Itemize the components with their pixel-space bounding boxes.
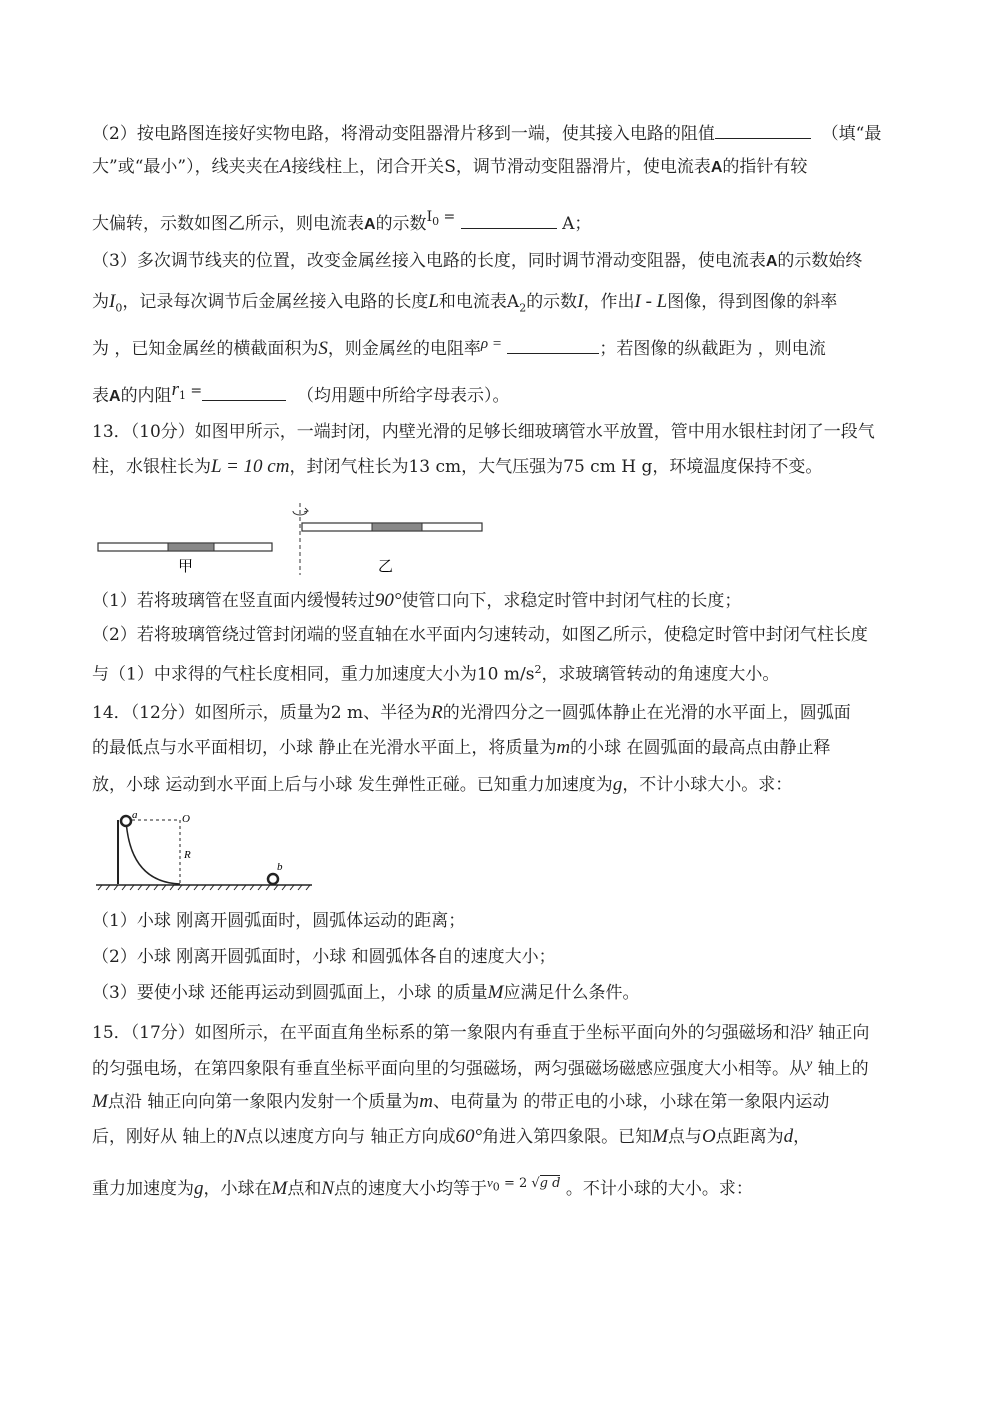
ammeter-icon: A xyxy=(765,253,778,270)
text: ，作出 xyxy=(583,292,635,312)
ground xyxy=(96,885,312,890)
q13-line2 xyxy=(92,456,822,478)
label-a: a xyxy=(132,809,138,821)
q12-part3-line2 xyxy=(92,291,837,319)
text: ，调节滑动变阻器滑片，使电流表 xyxy=(455,157,711,177)
var-y: y xyxy=(806,1057,813,1072)
q13-sub2-line1: （2）若将玻璃管绕过管封闭端的竖直轴在水平面内匀速转动，如图乙所示，使稳定时管中封闭气柱长度 xyxy=(92,625,868,645)
equals: = xyxy=(190,383,203,399)
text: 轴正向 xyxy=(818,1023,870,1043)
equals: = xyxy=(443,209,456,225)
text: 的最低点与水平面相切，小球 静止在光滑水平面上，将质量为 xyxy=(92,738,557,758)
q14-line2 xyxy=(92,737,831,759)
answer-blank xyxy=(715,122,811,139)
var-N: N xyxy=(321,1178,335,1199)
text: ， xyxy=(793,1127,811,1147)
q12-part2-line3 xyxy=(92,206,591,236)
unit: A； xyxy=(562,214,592,234)
text: 15．（17分）如图所示，在平面直角坐标系的第一象限内有垂直于坐标平面向外的匀强磁场和沿 xyxy=(92,1023,807,1043)
text: 使管口向下，求稳定时管中封闭气柱的长度； xyxy=(401,591,742,611)
var-M: M xyxy=(487,982,504,1003)
text: 点的速度大小均等于 xyxy=(334,1179,488,1199)
q14-figure xyxy=(90,808,320,893)
text: 和电流表 xyxy=(438,292,507,312)
q14-sub2: （2）小球 刚离开圆弧面时，小球 和圆弧体各自的速度大小； xyxy=(92,947,556,967)
var-I-L: I - L xyxy=(634,291,668,312)
q13-figure xyxy=(90,495,490,580)
q12-part3-line3 xyxy=(92,333,826,360)
equals-2: = 2 xyxy=(503,1176,528,1191)
q14-line3 xyxy=(92,774,792,796)
text: ，小球在 xyxy=(203,1179,272,1199)
value-90deg: 90° xyxy=(374,590,402,611)
text: 。不计小球的大小。求： xyxy=(565,1179,753,1199)
answer-blank xyxy=(461,212,557,229)
q14-sub3 xyxy=(92,982,639,1004)
text: ，环境温度保持不变。 xyxy=(652,457,823,477)
value-g: 10 m/s xyxy=(476,664,535,685)
q12-part3-line4 xyxy=(92,379,509,408)
q15-line2 xyxy=(92,1054,869,1080)
text: 接线柱上，闭合开关 xyxy=(291,157,445,177)
q15-line1 xyxy=(92,1018,869,1044)
text: （3）多次调节线夹的位置，改变金属丝接入电路的长度，同时调节滑动变阻器，使电流表 xyxy=(92,251,766,271)
text: ，封闭气柱长为 xyxy=(289,457,409,477)
q13-sub2-line2 xyxy=(92,659,779,686)
text: （填“最 xyxy=(821,124,882,144)
ball-a xyxy=(121,816,131,826)
var-N: N xyxy=(233,1126,247,1147)
q15-line3 xyxy=(92,1091,829,1113)
subscript: 0 xyxy=(492,1180,500,1194)
q14-sub1: （1）小球 刚离开圆弧面时，圆弧体运动的距离； xyxy=(92,911,466,931)
text: 的小球 在圆弧面的最高点由静止释 xyxy=(570,738,831,758)
text: 应满足什么条件。 xyxy=(503,983,640,1003)
value-13cm: 13 cm xyxy=(408,457,462,477)
value-60deg: 60° xyxy=(455,1126,483,1147)
var-d: d xyxy=(783,1126,794,1147)
text: 柱，水银柱长为 xyxy=(92,457,211,477)
q14-line1 xyxy=(92,702,851,724)
q15-line5 xyxy=(92,1172,753,1200)
var-rho: ρ = xyxy=(480,336,502,352)
text: 、半径为 xyxy=(363,703,432,723)
var-O: O xyxy=(701,1126,716,1147)
text: 与（1）中求得的气柱长度相同，重力加速度大小为 xyxy=(92,664,477,685)
answer-blank xyxy=(507,337,599,354)
text: 的示数 xyxy=(526,292,578,312)
text: （2）按电路图连接好实物电路，将滑动变阻器滑片移到一端，使其接入电路的阻值 xyxy=(92,124,715,144)
value-L: L = 10 cm xyxy=(211,456,290,477)
var-S: S xyxy=(444,157,456,177)
q12-part2-line2 xyxy=(92,156,807,179)
var-S: S xyxy=(318,338,328,359)
var-y: y xyxy=(806,1021,813,1036)
var-v0: v xyxy=(487,1175,493,1190)
label-O: O xyxy=(182,813,190,825)
text: 表 xyxy=(92,386,109,406)
text: （均用题中所给字母表示）。 xyxy=(296,386,510,406)
tube-jia xyxy=(98,543,272,551)
text: 的指针有较 xyxy=(722,157,808,177)
text: 后，刚好从 轴上的 xyxy=(92,1127,234,1147)
text: 的示数始终 xyxy=(777,251,863,271)
text: 、电荷量为 的带正电的小球，小球在第一象限内运动 xyxy=(432,1092,830,1112)
text: 的匀强电场，在第四象限有垂直坐标平面向里的匀强磁场，两匀强磁场磁感应强度大小相等。从 xyxy=(92,1059,806,1079)
text: 的示数 xyxy=(375,214,427,234)
text: 为 xyxy=(92,292,109,312)
text: 点以速度方向与 轴正方向成 xyxy=(246,1127,456,1147)
text: 点与 xyxy=(667,1127,702,1147)
var-M: M xyxy=(92,1091,108,1112)
label-b: b xyxy=(277,861,283,873)
var-I0: I xyxy=(426,209,433,225)
q13-sub1 xyxy=(92,590,741,612)
q12-part2-line1 xyxy=(92,122,881,145)
text: ，大气压强为 xyxy=(461,457,564,477)
ammeter-icon: A xyxy=(710,159,723,176)
text: 角进入第四象限。已知 xyxy=(482,1127,653,1147)
text: 轴上的 xyxy=(817,1059,869,1079)
var-M: M xyxy=(652,1126,668,1147)
text: 大”或“最小”），线夹夹在 xyxy=(92,157,280,177)
formula-v0: v0 = 2 √g d xyxy=(487,1175,561,1194)
label-jia: 甲 xyxy=(178,559,194,575)
text: （1）若将玻璃管在竖直面内缓慢转过 xyxy=(92,591,375,611)
ammeter-icon: A xyxy=(109,388,121,405)
var-m: m xyxy=(419,1091,433,1112)
var-m: m xyxy=(556,737,571,758)
text: 重力加速度为 xyxy=(92,1179,194,1199)
text: 放，小球 运动到水平面上后与小球 发生弹性正碰。已知重力加速度为 xyxy=(92,775,613,795)
text: 的光滑四分之一圆弧体静止在光滑的水平面上，圆弧面 xyxy=(442,703,851,723)
text: ，记录每次调节后金属丝接入电路的长度 xyxy=(122,292,429,312)
value-75cmHg: 75 cm H g xyxy=(563,457,653,477)
text: 点和 xyxy=(287,1179,322,1199)
ball-b xyxy=(268,874,278,884)
var-r1: r xyxy=(171,379,179,400)
superscript: 2 xyxy=(534,663,542,676)
text: 点沿 轴正向向第一象限内发射一个质量为 xyxy=(107,1092,420,1112)
var-gd: g d xyxy=(539,1176,561,1191)
var-M: M xyxy=(271,1178,288,1199)
var-A: A xyxy=(279,156,292,177)
subscript: 2 xyxy=(519,301,527,315)
text: ，不计小球大小。求： xyxy=(622,775,793,795)
arc-body xyxy=(118,820,180,884)
text: 图像，得到图像的斜率 xyxy=(667,292,838,312)
subscript: 1 xyxy=(178,388,186,402)
rotation-axis xyxy=(293,503,308,575)
subscript: 0 xyxy=(432,214,440,228)
q13-line1: 13．（10分）如图甲所示，一端封闭，内壁光滑的足够长细玻璃管水平放置，管中用水银柱封闭了一段气 xyxy=(92,422,875,442)
q12-part3-line1 xyxy=(92,250,862,273)
var-R: R xyxy=(431,702,443,723)
answer-blank xyxy=(202,384,286,401)
text: （3）要使小球 还能再运动到圆弧面上，小球 的质量 xyxy=(92,983,488,1003)
text: 的内阻 xyxy=(120,386,172,406)
label-yi: 乙 xyxy=(378,559,394,575)
text: ，求玻璃管转动的角速度大小。 xyxy=(541,664,780,685)
var-L: L xyxy=(428,291,439,312)
var-A2: A xyxy=(506,292,520,312)
tube-yi xyxy=(302,523,482,531)
text: ，则金属丝的电阻率 xyxy=(327,339,481,359)
label-R: R xyxy=(184,849,191,861)
text: 点距离为 xyxy=(715,1127,784,1147)
text: 大偏转，示数如图乙所示，则电流表 xyxy=(92,214,364,234)
text: ；若图像的纵截距为 ，则电流 xyxy=(599,339,826,359)
q15-line4 xyxy=(92,1126,810,1148)
var-I: I xyxy=(577,291,584,312)
subscript: 0 xyxy=(115,301,123,315)
value-2m: 2 m xyxy=(330,703,364,723)
text: 14．（12分）如图所示，质量为 xyxy=(92,703,331,723)
ammeter-icon: A xyxy=(364,216,376,233)
text: 为 ，已知金属丝的横截面积为 xyxy=(92,339,319,359)
var-g: g xyxy=(612,774,623,795)
var-I0: I xyxy=(109,291,116,312)
var-g: g xyxy=(194,1178,204,1199)
